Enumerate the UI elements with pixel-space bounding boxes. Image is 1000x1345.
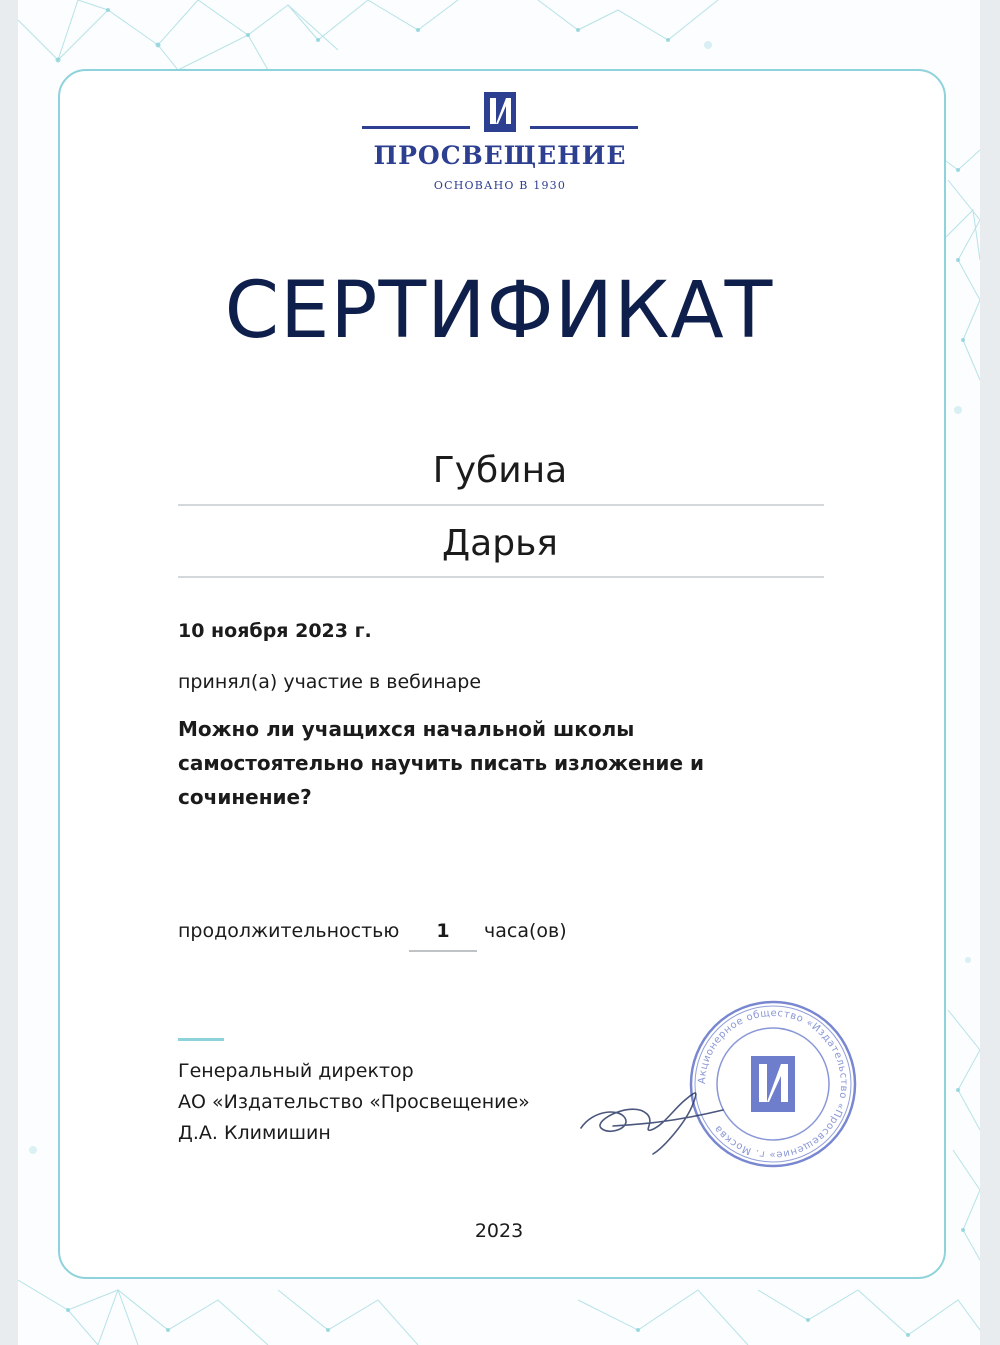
certificate-page [18, 0, 980, 1345]
logo-rule-left [362, 126, 470, 129]
logo-founded: ОСНОВАНО В 1930 [433, 179, 567, 192]
duration-label: продолжительностью [178, 920, 400, 942]
recipient-surname: Губина [432, 450, 568, 491]
signatory-block [178, 1056, 530, 1149]
handwritten-signature [573, 1070, 733, 1160]
stamp-ring-text: Акционерное общество «Издательство «Просвещение» г. Москва [696, 1007, 850, 1161]
certificate-title: СЕРТИФИКАТ [224, 266, 774, 356]
stamp-logo-icon [751, 1056, 795, 1112]
signatory-name: Д.А. Климишин [178, 1122, 331, 1144]
logo-mark-icon [484, 92, 516, 132]
logo-rule-right [530, 126, 638, 129]
accent-line [178, 1038, 224, 1041]
duration-value: 1 [436, 920, 450, 942]
participation-text: принял(а) участие в вебинаре [178, 671, 482, 693]
prosveshchenie-logo [360, 88, 640, 198]
first-name-divider [178, 576, 824, 578]
surname-divider [178, 504, 824, 506]
left-margin-strip [0, 0, 18, 1345]
signatory-company: АО «Издательство «Просвещение» [178, 1091, 530, 1113]
logo-brand-name: ПРОСВЕЩЕНИЕ [373, 141, 627, 170]
event-date: 10 ноября 2023 г. [178, 620, 372, 642]
signatory-position: Генеральный директор [178, 1060, 414, 1082]
certificate-year: 2023 [474, 1220, 524, 1242]
right-margin-strip [980, 0, 1000, 1345]
webinar-title: Можно ли учащихся начальной школы самостоятельно научить писать изложение и сочинение? [178, 717, 704, 809]
duration-unit: часа(ов) [484, 920, 567, 942]
duration-underline [409, 950, 477, 952]
recipient-first-name: Дарья [442, 523, 558, 564]
